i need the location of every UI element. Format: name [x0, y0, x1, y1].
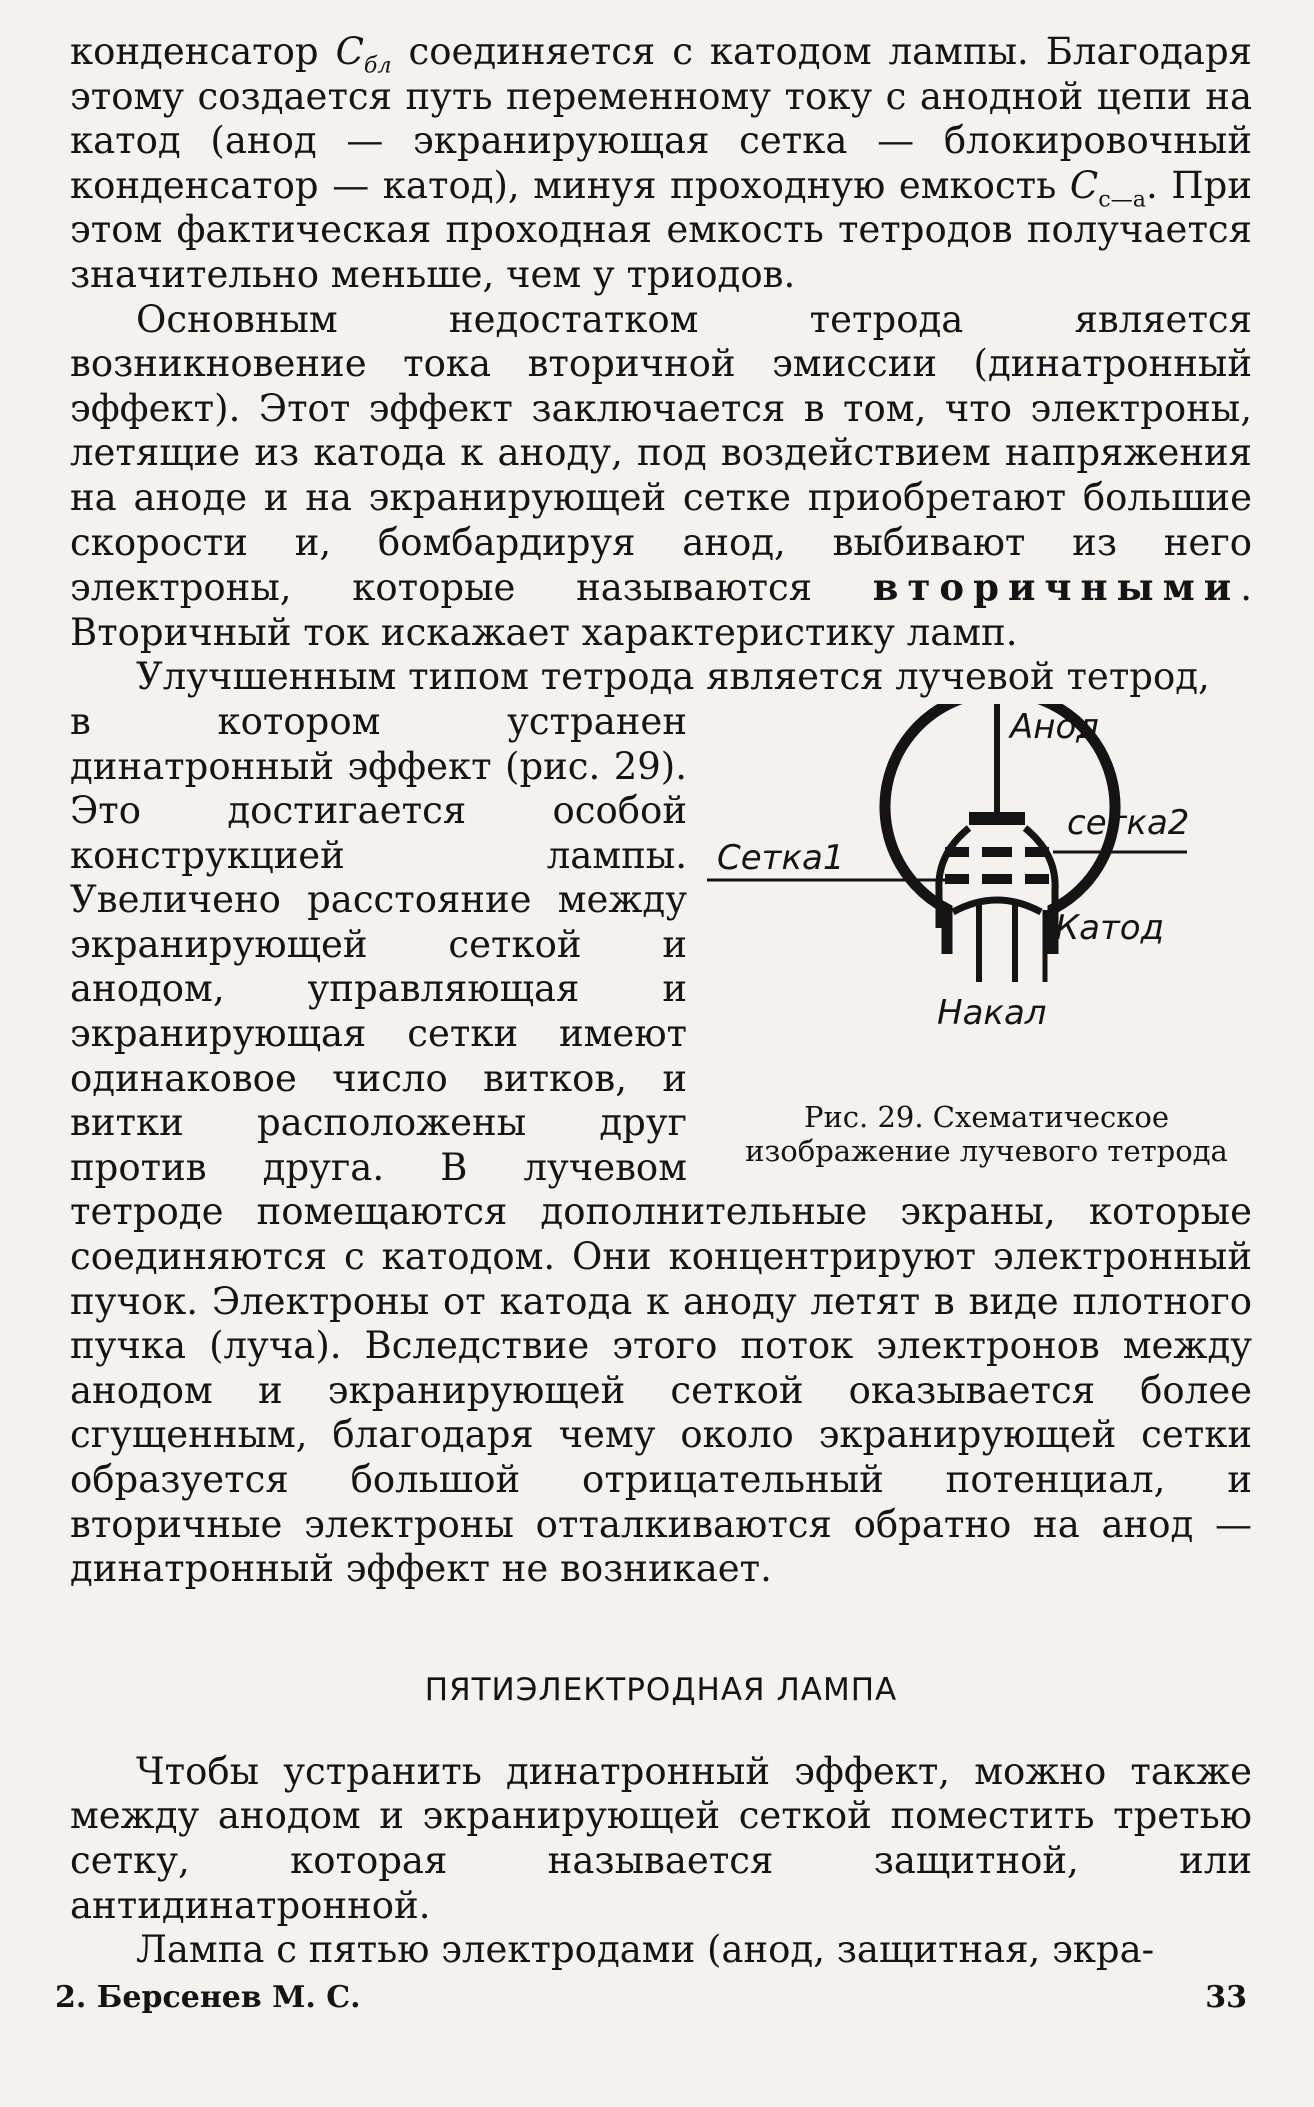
cathode: [953, 900, 1041, 912]
page-content: [70, 30, 1252, 1973]
screen-grid: [945, 847, 1049, 857]
figure-caption: Рис. 29. Схематическое изображение лучевого тетрода: [745, 1099, 1228, 1168]
grid1-label: Сетка1: [717, 837, 845, 878]
figure-29: [707, 704, 1252, 1168]
paragraph-4: Чтобы устранить динатронный эффект, можно также между анодом и экранирующей сеткой поместить третью сетку, которая называется защитной, или антидинатронной.: [70, 1749, 1252, 1927]
page-number: 33: [1205, 1980, 1247, 2015]
cathode-label: Катод: [1055, 907, 1165, 948]
section-heading: ПЯТИЭЛЕКТРОДНАЯ ЛАМПА: [424, 1671, 898, 1708]
paragraph-2: Основным недостатком тетрода является возникновение тока вторичной эмиссии (динатронный эффект). Этот эффект заключается в том, что электроны, летящие из катода к аноду, под воздействием напряжения на аноде и на экранирующей сетке приобретают большие скорости и, бомбардируя анод, выбивают из него электроны, которые называются вторичными. Вторичный ток искажает характеристику ламп.: [70, 297, 1252, 654]
page-footer: [55, 1980, 1247, 2015]
beam-tetrode-diagram: [707, 704, 1252, 1096]
anode-plate: [969, 812, 1025, 825]
footer-signature: 2. Берсенев М. С.: [55, 1980, 361, 2015]
paragraph-5: Лампа с пятью электродами (анод, защитная, экра-: [136, 1928, 1155, 1972]
paragraph-3-lead: Улучшенным типом тетрода является лучевой тетрод,: [136, 655, 1210, 699]
paragraph-3: в котором устранен динатронный эффект (рис. 29). Это достигается особой конструкцией лампы. Увеличено расстояние между экранирующей сеткой и анодом, управляющая и экранирующая сетки имеют одинаковое число витков, и витки расположены друг против друга. В лучевом тетроде помещаются дополнительные экраны, которые соединяются с катодом. Они концентрируют электронный пучок. Электроны от катода к аноду летят в виде плотного пучка (луча). Вследствие этого поток электронов между анодом и экранирующей сеткой оказывается более сгущенным, благодаря чему около экранирующей сетки образуется большой отрицательный потенциал, и вторичные электроны отталкиваются обратно на анод — динатронный эффект не возникает.: [70, 699, 1252, 1591]
heater-label: Накал: [937, 992, 1047, 1033]
grid2-label: сетка2: [1067, 802, 1190, 843]
anode-label: Анод: [1010, 706, 1100, 747]
control-grid: [945, 874, 1049, 884]
paragraph-1: конденсатор $C_{бл}$ соединяется с катодом лампы. Благодаря этому создается путь переменному току с анодной цепи на катод (анод — экранирующая сетка — блокировочный конденсатор — катод), минуя проходную емкость $C_{с—а}$. При этом фактическая проходная емкость тетродов получается значительно меньше, чем у триодов.: [70, 30, 1253, 296]
